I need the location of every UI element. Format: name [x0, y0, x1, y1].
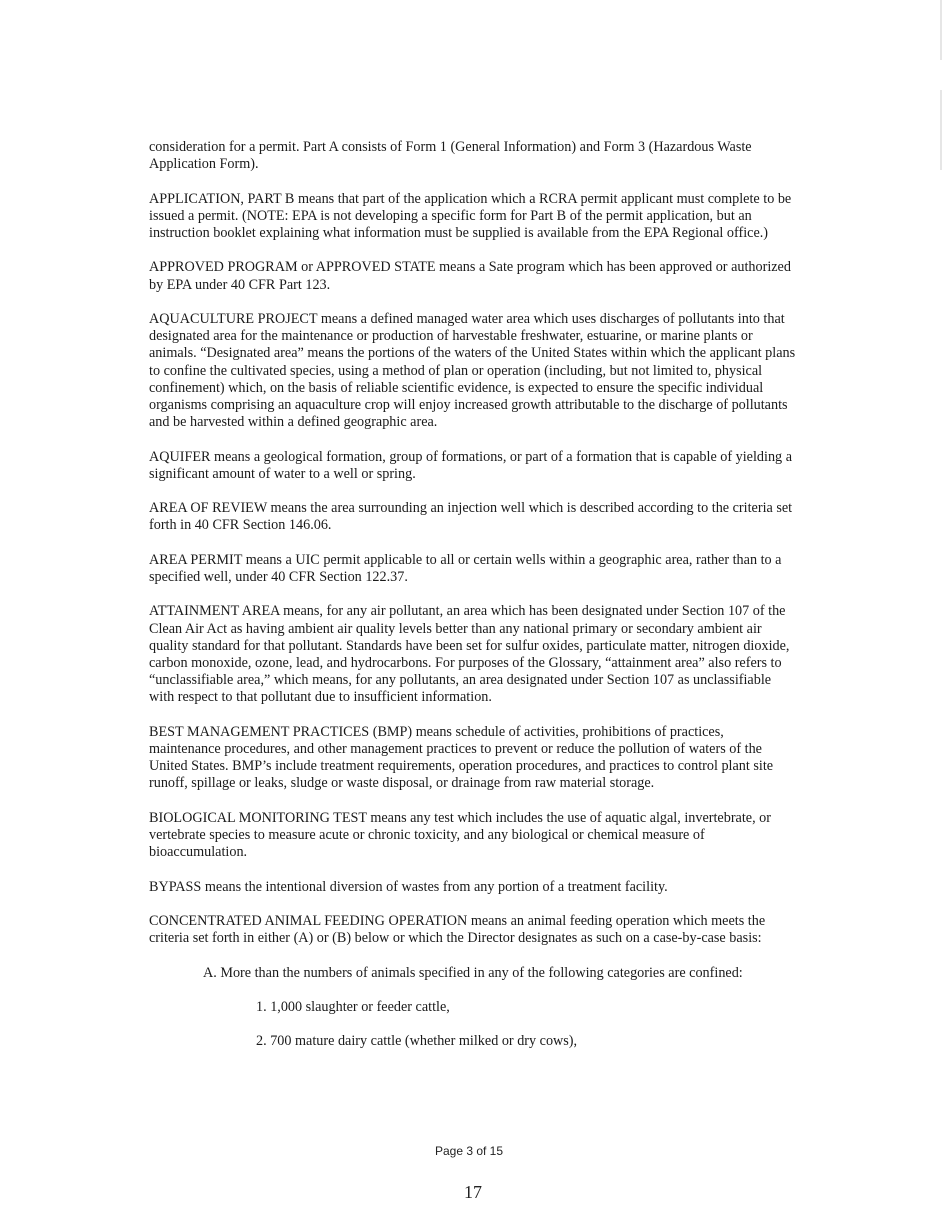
list-item-a: A. More than the numbers of animals specified in any of the following categories are confined: — [203, 964, 743, 981]
paragraph-cafo: CONCENTRATED ANIMAL FEEDING OPERATION means an animal feeding operation which meets the criteria set forth in either (A) or (B) below or which the Director designates as such on a case-by-case basis: — [149, 912, 766, 947]
scan-artifact — [940, 90, 942, 170]
list-item-1: 1. 1,000 slaughter or feeder cattle, — [256, 998, 450, 1015]
paragraph-biological-monitoring-test: BIOLOGICAL MONITORING TEST means any test which includes the use of aquatic algal, invertebrate, or vertebrate species to measure acute or chronic toxicity, and any biological or chemical measure of bioaccumulation. — [149, 809, 771, 861]
paragraph-aquaculture-project: AQUACULTURE PROJECT means a defined managed water area which uses discharges of pollutants into that designated area for the maintenance or production of harvestable freshwater, estuarine, or marine plants or animals. “Designated area” means the portions of the waters of the United States within which the applicant plans to confine the cultivated species, using a method of plan or operation (including, but not limited to, physical confinement) which, on the basis of reliable scientific evidence, is expected to ensure the specific individual organisms comprising an aquaculture crop will enjoy increased growth attributable to the discharge of pollutants and be harvested within a defined geographic area. — [149, 310, 796, 431]
scan-artifact — [940, 0, 942, 60]
page-number: 17 — [464, 1182, 482, 1202]
list-item-2: 2. 700 mature dairy cattle (whether milked or dry cows), — [256, 1033, 578, 1050]
paragraph-attainment-area: ATTAINMENT AREA means, for any air pollutant, an area which has been designated under Section 107 of the Clean Air Act as having ambient air quality levels better than any national primary or secondary ambient air quality standard for that pollutant. Standards have been set for sulfur oxides, particulate matter, nitrogen dioxide, carbon monoxide, ozone, lead, and hydrocarbons. For purposes of the Glossary, “attainment area” also refers to “unclassifiable area,” which means, for any pollutants, an area designated under Section 107 as unclassifiable with respect to that pollutant due to insufficient information. — [149, 603, 790, 706]
body-text — [149, 139, 799, 1068]
paragraph-area-permit: AREA PERMIT means a UIC permit applicable to all or certain wells within a geographic area, rather than to a specified well, under 40 CFR Section 122.37. — [149, 551, 782, 585]
paragraph-application-part-b: APPLICATION, PART B means that part of the application which a RCRA permit applicant must complete to be issued a permit. (NOTE: EPA is not developing a specific form for Part B of the permit application, but an instruction booklet explaining what information must be supplied is available from the EPA Regional office.) — [149, 190, 792, 241]
paragraph: consideration for a permit. Part A consists of Form 1 (General Information) and Form 3 (Hazardous Waste Application Form). — [149, 139, 752, 173]
paragraph-aquifer: AQUIFER means a geological formation, group of formations, or part of a formation that is capable of yielding a significant amount of water to a well or spring. — [149, 448, 792, 482]
paragraph-area-of-review: AREA OF REVIEW means the area surrounding an injection well which is described according to the criteria set forth in 40 CFR Section 146.06. — [149, 500, 793, 534]
paragraph-best-management-practices: BEST MANAGEMENT PRACTICES (BMP) means schedule of activities, prohibitions of practices, maintenance procedures, and other management practices to prevent or reduce the pollution of waters of the United States. BMP’s include treatment requirements, operation procedures, and practices to control plant site runoff, spillage or leaks, sludge or waste disposal, or drainage from raw material storage. — [149, 723, 774, 792]
page-label: Page 3 of 15 — [434, 1144, 504, 1158]
paragraph-approved-program: APPROVED PROGRAM or APPROVED STATE means a Sate program which has been approved or authorized by EPA under 40 CFR Part 123. — [149, 259, 791, 293]
paragraph-bypass: BYPASS means the intentional diversion of wastes from any portion of a treatment facility. — [149, 878, 668, 895]
